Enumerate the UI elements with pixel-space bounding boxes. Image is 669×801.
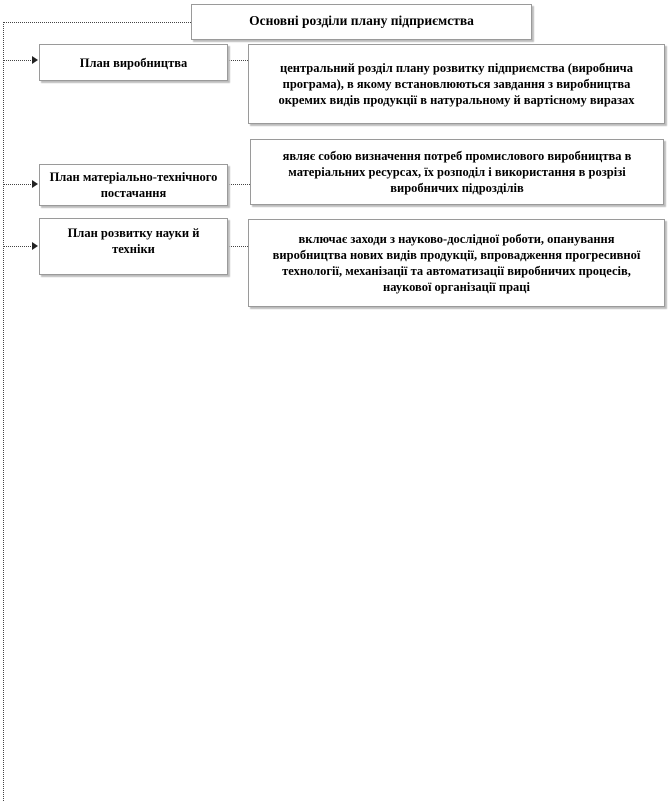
section-3-name: План розвитку науки й техніки [67,226,200,256]
section-2-box [39,164,228,206]
section-3-description-box [248,219,665,307]
connector-section-1-description [228,60,248,61]
diagram-title-box [191,4,532,40]
section-1-description-box [248,44,665,124]
section-1-box [39,44,228,81]
connector-section-3-description [228,246,248,247]
arrow-to-section-1 [32,56,38,64]
section-1-description: центральний розділ плану розвитку підприємства (виробнича програма), в якому встановлюються завдання з виробництва окремих видів продукції в натуральному й вартісному виразах [278,61,635,107]
section-2-description: являє собою визначення потреб промислового виробництва в матеріальних ресурсах, їх розподіл і використання в розрізі виробничих підрозділів [282,149,632,195]
connector-to-section-3 [3,246,33,247]
diagram-title: Основні розділи плану підприємства [249,13,474,28]
section-3-description: включає заходи з науково-дослідної роботи, опанування виробництва нових видів продукції, впровадження прогресивної технології, механізації та автоматизації виробничих процесів, наукової організації праці [272,232,641,294]
connector-to-section-1 [3,60,33,61]
section-3-box [39,218,228,275]
connector-to-section-2 [3,184,33,185]
arrow-to-section-2 [32,180,38,188]
arrow-to-section-3 [32,242,38,250]
title-connector [3,22,191,23]
section-2-name: План матеріально-технічного постачання [49,170,218,200]
connector-section-2-description [228,184,250,185]
section-2-description-box [250,139,664,205]
section-1-name: План виробництва [79,55,188,70]
main-vertical-connector [3,22,4,801]
